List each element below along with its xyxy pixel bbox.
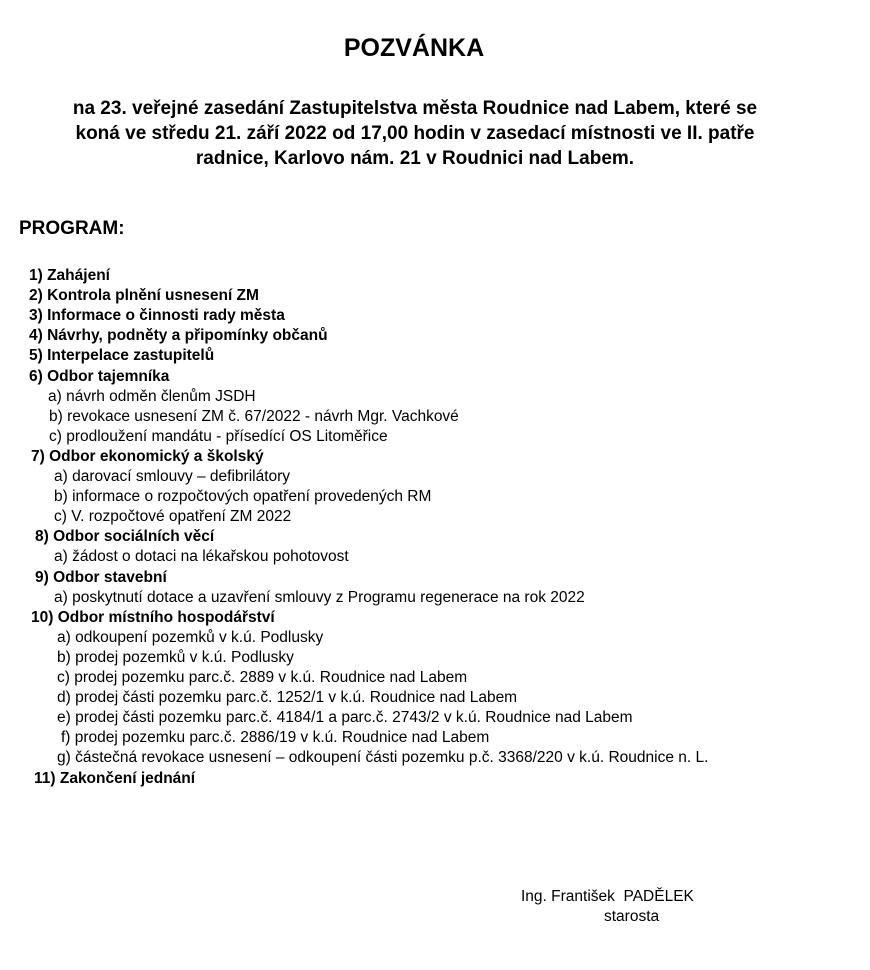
agenda-item: 4) Návrhy, podněty a připomínky občanů <box>29 327 328 345</box>
agenda-subitem: b) informace o rozpočtových opatření provedených RM <box>54 488 432 506</box>
agenda-item: 2) Kontrola plnění usnesení ZM <box>29 287 259 305</box>
agenda-subitem: a) návrh odměn členům JSDH <box>48 387 256 405</box>
signature-name: Ing. František PADĚLEK <box>521 888 694 905</box>
signature-role: starosta <box>604 908 660 925</box>
agenda-item: 9) Odbor stavební <box>35 568 167 586</box>
agenda-subitem: f) prodej pozemku parc.č. 2886/19 v k.ú. Roudnice nad Labem <box>61 729 490 747</box>
agenda-subitem: c) prodloužení mandátu - přísedící OS Litoměřice <box>49 427 388 445</box>
agenda-item: 3) Informace o činnosti rady města <box>29 307 285 325</box>
intro-line: na 23. veřejné zasedání Zastupitelstva města Roudnice nad Labem, které se <box>72 98 758 119</box>
agenda-subitem: c) prodej pozemku parc.č. 2889 v k.ú. Roudnice nad Labem <box>57 669 468 686</box>
agenda-item: 5) Interpelace zastupitelů <box>29 347 215 365</box>
document-title: POZVÁNKA <box>343 34 485 62</box>
agenda-subitem: d) prodej části pozemku parc.č. 1252/1 v k.ú. Roudnice nad Labem <box>57 689 518 707</box>
agenda-item: 10) Odbor místního hospodářství <box>31 608 275 626</box>
agenda-item: 8) Odbor sociálních věcí <box>35 528 215 546</box>
invitation-intro <box>20 96 810 171</box>
agenda-subitem: a) darovací smlouvy – defibrilátory <box>54 468 291 485</box>
agenda-subitem: c) V. rozpočtové opatření ZM 2022 <box>54 508 292 526</box>
agenda-subitem: b) revokace usnesení ZM č. 67/2022 - návrh Mgr. Vachkové <box>49 407 459 425</box>
agenda-subitem: g) částečná revokace usnesení – odkoupení části pozemku p.č. 3368/220 v k.ú. Roudnice n. L. <box>57 749 709 767</box>
intro-line: radnice, Karlovo nám. 21 v Roudnici nad Labem. <box>195 148 635 169</box>
agenda-subitem: e) prodej části pozemku parc.č. 4184/1 a parc.č. 2743/2 v k.ú. Roudnice nad Labem <box>57 709 633 727</box>
agenda-subitem: b) prodej pozemků v k.ú. Podlusky <box>57 648 294 666</box>
agenda-subitem: a) žádost o dotaci na lékařskou pohotovost <box>54 548 349 566</box>
agenda-subitem: a) poskytnutí dotace a uzavření smlouvy z Programu regenerace na rok 2022 <box>54 588 585 606</box>
agenda-item: 11) Zakončení jednání <box>34 769 196 787</box>
intro-line: koná ve středu 21. září 2022 od 17,00 hodin v zasedací místnosti ve II. patře <box>75 123 755 144</box>
agenda-item: 6) Odbor tajemníka <box>29 367 170 385</box>
agenda-item: 7) Odbor ekonomický a školský <box>31 447 264 465</box>
agenda-subitem: a) odkoupení pozemků v k.ú. Podlusky <box>57 628 324 646</box>
agenda-item: 1) Zahájení <box>29 267 110 284</box>
program-heading: PROGRAM: <box>19 218 125 239</box>
